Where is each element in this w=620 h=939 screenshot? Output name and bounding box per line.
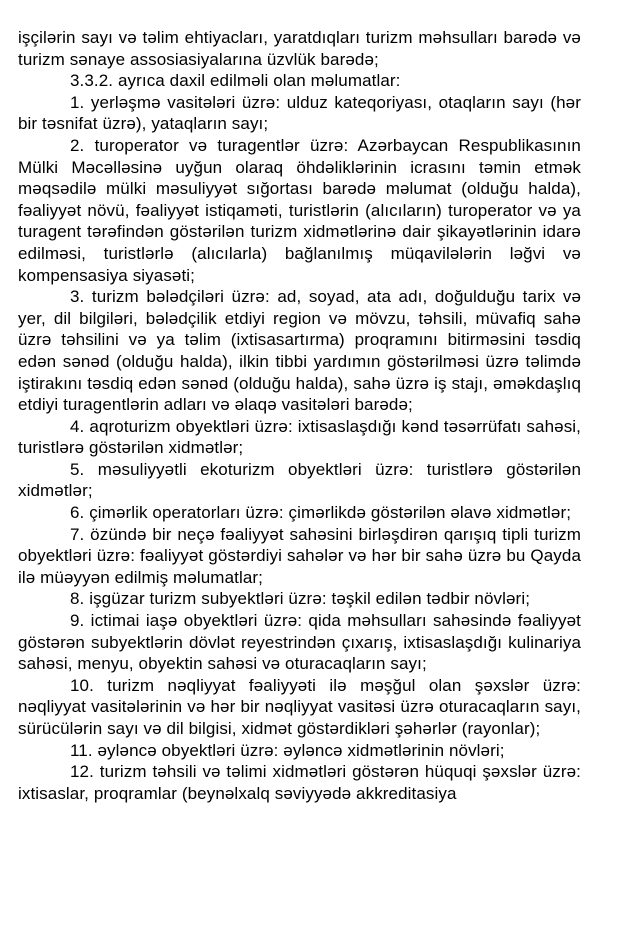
list-item-11: 11. əyləncə obyektləri üzrə: əyləncə xidmətlərinin növləri; bbox=[70, 740, 505, 760]
list-item-1: 1. yerləşmə vasitələri üzrə: ulduz kateqoriyası, otaqların sayı (hər bir təsnifat üzrə), yataqların sayı; bbox=[18, 92, 581, 134]
document-text-block bbox=[18, 27, 581, 804]
list-item-7: 7. özündə bir neçə fəaliyyət sahəsini birləşdirən qarışıq tipli turizm obyektləri üzrə: fəaliyyət göstərdiyi sahələr və hər bir sahə üzrə bu Qayda ilə müəyyən edilmiş məlumatlar; bbox=[18, 524, 581, 587]
paragraph-continuation: işçilərin sayı və təlim ehtiyacları, yaratdıqları turizm məhsulları barədə və turizm sənaye assosiasiyalarına üzvlük barədə; bbox=[18, 28, 581, 69]
list-item-5: 5. məsuliyyətli ekoturizm obyektləri üzrə: turistlərə göstərilən xidmətlər; bbox=[18, 459, 581, 501]
list-item-12: 12. turizm təhsili və təlimi xidmətləri göstərən hüquqi şəxslər üzrə: ixtisaslar, proqramlar (beynəlxalq səviyyədə akkreditasiya bbox=[18, 762, 581, 803]
list-item-10: 10. turizm nəqliyyat fəaliyyəti ilə məşğul olan şəxslər üzrə: nəqliyyat vasitələrinin və hər bir nəqliyyat vasitəsi üzrə oturacaqların sayı, sürücülərin sayı və dil bilgisi, xidmət göstərdikləri şəhərlər (rayonlar); bbox=[18, 675, 581, 738]
list-item-6: 6. çimərlik operatorları üzrə: çimərlikdə göstərilən əlavə xidmətlər; bbox=[70, 503, 572, 523]
list-item-8: 8. işgüzar turizm subyektləri üzrə: təşkil edilən tədbir növləri; bbox=[70, 589, 531, 609]
clause-3-3-2: 3.3.2. ayrıca daxil edilməli olan məlumatlar: bbox=[70, 71, 401, 91]
list-item-2: 2. turoperator və turagentlər üzrə: Azərbaycan Respublikasının Mülki Məcəlləsinə uyğun olaraq öhdəliklərinin icrasını təmin etmək məqsədilə mülki məsuliyyət sığortası barədə məlumat (olduğu halda), fəaliyyət növü, fəaliyyət istiqaməti, turistlərin (alıcıların) turoperator və ya turagent tərəfindən göstərilən turizm xidmətlərinə dair şikayətlərinin idarə edilməsi, turistlərlə (alıcılarla) bağlanılmış müqavilələrin ləğvi və kompensasiya siyasəti; bbox=[18, 135, 581, 285]
list-item-9: 9. ictimai iaşə obyektləri üzrə: qida məhsulları sahəsində fəaliyyət göstərən subyektlərin dövlət reyestrindən çıxarış, ixtisaslaşdığı kulinariya sahəsi, menyu, obyektin sahəsi və oturacaqların sayı; bbox=[18, 611, 581, 674]
list-item-4: 4. aqroturizm obyektləri üzrə: ixtisaslaşdığı kənd təsərrüfatı sahəsi, turistlərə göstərilən xidmətlər; bbox=[18, 416, 581, 458]
list-item-3: 3. turizm bələdçiləri üzrə: ad, soyad, ata adı, doğulduğu tarix və yer, dil bilgiləri, bələdçilik etdiyi region və mövzu, təhsili, müvafiq sahə üzrə təhsilini və ya təlim (ixtisasartırma) proqramını bitirməsini təsdiq edən sənəd (olduğu halda), ilkin tibbi yardımın göstərilməsi üzrə təlimdə iştirakını təsdiq edən sənəd (olduğu halda), sahə üzrə iş stajı, əməkdaşlıq etdiyi turagentlərin adları və əlaqə vasitələri barədə; bbox=[18, 287, 581, 415]
